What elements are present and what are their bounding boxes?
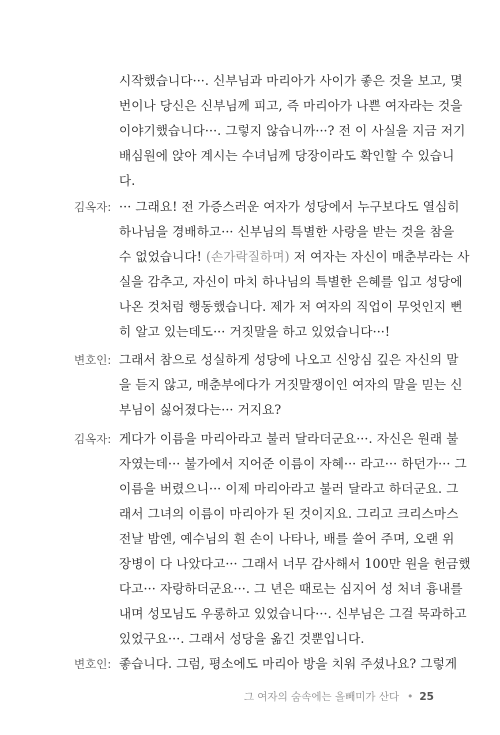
text-line: 이름을 버렸으니··· 이제 마리아라고 불러 달라고 하더군요. 그 <box>119 481 459 496</box>
text-line: 을 듣지 않고, 매춘부에다가 거짓말쟁이인 여자의 말을 믿는 신 <box>119 377 463 392</box>
text-line: 있었구요···. 그래서 성당을 옮긴 것뿐입니다. <box>119 631 365 646</box>
speaker-label: 변호인: <box>74 657 112 671</box>
text-line: 하나님을 경배하고··· 신부님의 특별한 사랑을 받는 것을 참을 <box>119 224 455 239</box>
text-line: 실을 감추고, 자신이 마치 하나님의 특별한 은혜를 입고 성당에 <box>119 274 463 289</box>
text-line: 자였는데··· 불가에서 지어준 이름이 자혜··· 라고··· 하던가··· 그 <box>119 456 467 471</box>
text-line: 나온 것처럼 행동했습니다. 제가 저 여자의 직업이 무엇인지 뻔 <box>119 299 463 314</box>
text-segment: 수 없었습니다! <box>119 249 206 264</box>
text-line: 히 알고 있는데도··· 거짓말을 하고 있었습니다···! <box>119 324 391 339</box>
text-line: 내며 성모님도 우롱하고 있었습니다···. 신부님은 그걸 묵과하고 <box>119 606 467 621</box>
speaker-label: 변호인: <box>74 353 112 367</box>
text-segment: 저 여자는 자신이 매춘부라는 사 <box>289 249 470 264</box>
running-title: 그 여자의 숨속에는 올빼미가 산다 <box>243 691 400 703</box>
text-line: 이야기했습니다···. 그렇지 않습니까···? 전 이 사실을 지금 저기 <box>119 123 466 138</box>
text-line: 장병이 다 나았다고··· 그래서 너무 감사해서 100만 원을 헌금했 <box>119 556 471 571</box>
page-number: 25 <box>419 691 434 703</box>
stage-direction: (손가락질하며) <box>205 249 290 264</box>
text-line: 전날 밤엔, 예수님의 흰 손이 나타나, 배를 쓸어 주며, 오랜 위 <box>119 531 455 546</box>
text-line: ··· 그래요! 전 가증스러운 여자가 성당에서 누구보다도 열심히 <box>119 199 460 214</box>
page-footer <box>244 690 434 704</box>
speaker-label: 김옥자: <box>74 200 112 214</box>
footer-separator: • <box>407 691 414 703</box>
text-line: 그래서 참으로 성실하게 성당에 나오고 신앙심 깊은 자신의 말 <box>119 352 459 367</box>
text-line-with-aside <box>119 249 470 265</box>
text-line: 좋습니다. 그럼, 평소에도 마리아 방을 치워 주셨나요? 그렇게 <box>119 656 458 671</box>
text-line: 시작했습니다···. 신부님과 마리아가 사이가 좋은 것을 보고, 몇 <box>119 73 463 88</box>
text-line: 게다가 이름을 마리아라고 불러 달라더군요···. 자신은 원래 불 <box>119 431 459 446</box>
text-line: 래서 그녀의 이름이 마리아가 된 것이지요. 그리고 크리스마스 <box>119 506 459 521</box>
text-line: 다. <box>119 173 136 188</box>
text-line: 배심원에 앉아 계시는 수녀님께 당장이라도 확인할 수 있습니 <box>119 148 455 163</box>
text-line: 다고··· 자랑하더군요···. 그 년은 때로는 심지어 성 처녀 흉내를 <box>119 581 463 596</box>
text-line: 번이나 당신은 신부님께 피고, 즉 마리아가 나쁜 여자라는 것을 <box>119 98 463 113</box>
text-line: 부님이 싫어졌다는··· 거지요? <box>119 402 282 417</box>
speaker-label: 김옥자: <box>74 432 112 446</box>
